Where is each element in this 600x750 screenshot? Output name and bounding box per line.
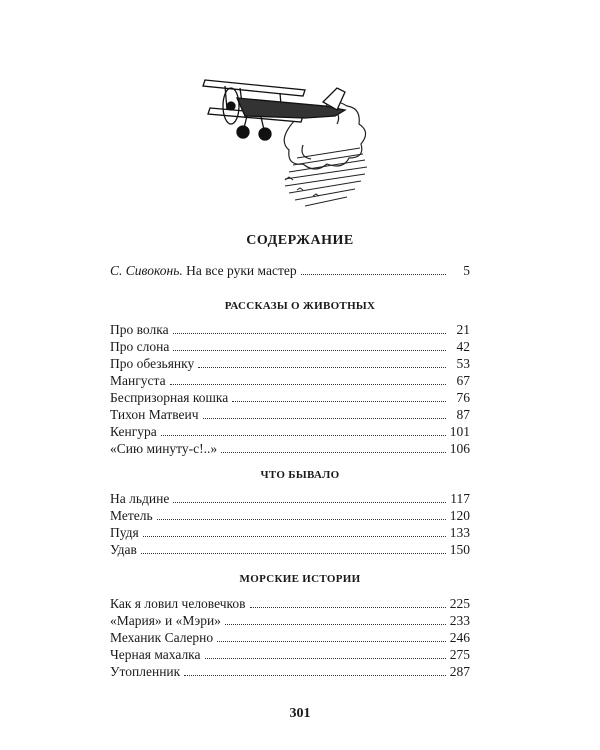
entry-title: Про обезьянку [110, 356, 195, 371]
entry-title: Кенгура [110, 424, 157, 439]
dot-leader [161, 424, 446, 436]
section-heading-what-happened: ЧТО БЫВАЛО [260, 469, 340, 481]
toc-entry[interactable] [110, 508, 470, 524]
page-number: 301 [289, 706, 311, 721]
toc-entry[interactable] [110, 407, 470, 423]
entry-title: Метель [110, 508, 153, 523]
entry-page: 76 [456, 390, 470, 405]
dot-leader [173, 322, 446, 334]
intro-page: 5 [463, 263, 470, 278]
entry-title: Механик Салерно [110, 630, 214, 645]
toc-entry[interactable] [110, 491, 470, 507]
entry-page: 120 [449, 508, 470, 523]
dot-leader [184, 664, 446, 676]
entry-page: 21 [456, 322, 470, 337]
toc-entry-intro[interactable] [110, 263, 470, 279]
entry-title: Про волка [110, 322, 169, 337]
toc-entry[interactable] [110, 322, 470, 338]
intro-author: С. Сивоконь. [110, 263, 183, 278]
toc-entry[interactable] [110, 542, 470, 558]
entry-title: Беспризорная кошка [110, 390, 229, 405]
toc-entry[interactable] [110, 664, 470, 680]
entry-title: Мангуста [110, 373, 166, 388]
entry-page: 42 [456, 339, 470, 354]
dot-leader [203, 407, 446, 419]
toc-entry[interactable] [110, 373, 470, 389]
toc-entry[interactable] [110, 647, 470, 663]
entry-title: Пудя [110, 525, 139, 540]
toc-entry[interactable] [110, 390, 470, 406]
entry-title: «Сию минуту-с!..» [110, 441, 218, 456]
toc-entry[interactable] [110, 339, 470, 355]
toc-entry[interactable] [110, 596, 470, 612]
intro-title: На все руки мастер [186, 263, 297, 278]
toc-entry[interactable] [110, 525, 470, 541]
toc-entry[interactable] [110, 441, 470, 457]
dot-leader [225, 613, 446, 625]
entry-title: На льдине [110, 491, 170, 506]
dot-leader [217, 630, 446, 642]
dot-leader [173, 339, 446, 351]
entry-title: Черная махалка [110, 647, 201, 662]
entry-page: 233 [449, 613, 470, 628]
entry-page: 287 [449, 664, 470, 679]
entry-title: Удав [110, 542, 137, 557]
toc-entry[interactable] [110, 630, 470, 646]
entry-page: 101 [449, 424, 470, 439]
toc-entry[interactable] [110, 424, 470, 440]
biplane-illustration [185, 50, 375, 220]
toc-entry[interactable] [110, 356, 470, 372]
dot-leader [205, 647, 446, 659]
dot-leader [198, 356, 446, 368]
entry-title: Про слона [110, 339, 170, 354]
dot-leader [221, 441, 446, 453]
dot-leader [141, 542, 446, 554]
section-heading-animals: РАССКАЗЫ О ЖИВОТНЫХ [224, 300, 376, 312]
entry-page: 150 [449, 542, 470, 557]
dot-leader [232, 390, 446, 402]
entry-title: Утопленник [110, 664, 181, 679]
section-heading-sea-stories: МОРСКИЕ ИСТОРИИ [239, 573, 361, 585]
entry-page: 117 [450, 491, 470, 506]
entry-page: 87 [456, 407, 470, 422]
dot-leader [157, 508, 446, 520]
dot-leader [143, 525, 446, 537]
entry-page: 53 [456, 356, 470, 371]
dot-leader [170, 373, 446, 385]
dot-leader [301, 263, 446, 275]
toc-title: СОДЕРЖАНИЕ [246, 233, 354, 248]
dot-leader [173, 491, 446, 503]
entry-page: 133 [449, 525, 470, 540]
entry-page: 67 [456, 373, 470, 388]
dot-leader [250, 596, 446, 608]
entry-page: 106 [449, 441, 470, 456]
entry-title: Как я ловил человечков [110, 596, 246, 611]
entry-page: 225 [449, 596, 470, 611]
entry-page: 275 [449, 647, 470, 662]
entry-page: 246 [449, 630, 470, 645]
entry-title: Тихон Матвеич [110, 407, 199, 422]
toc-entry[interactable] [110, 613, 470, 629]
entry-title: «Мария» и «Мэри» [110, 613, 221, 628]
